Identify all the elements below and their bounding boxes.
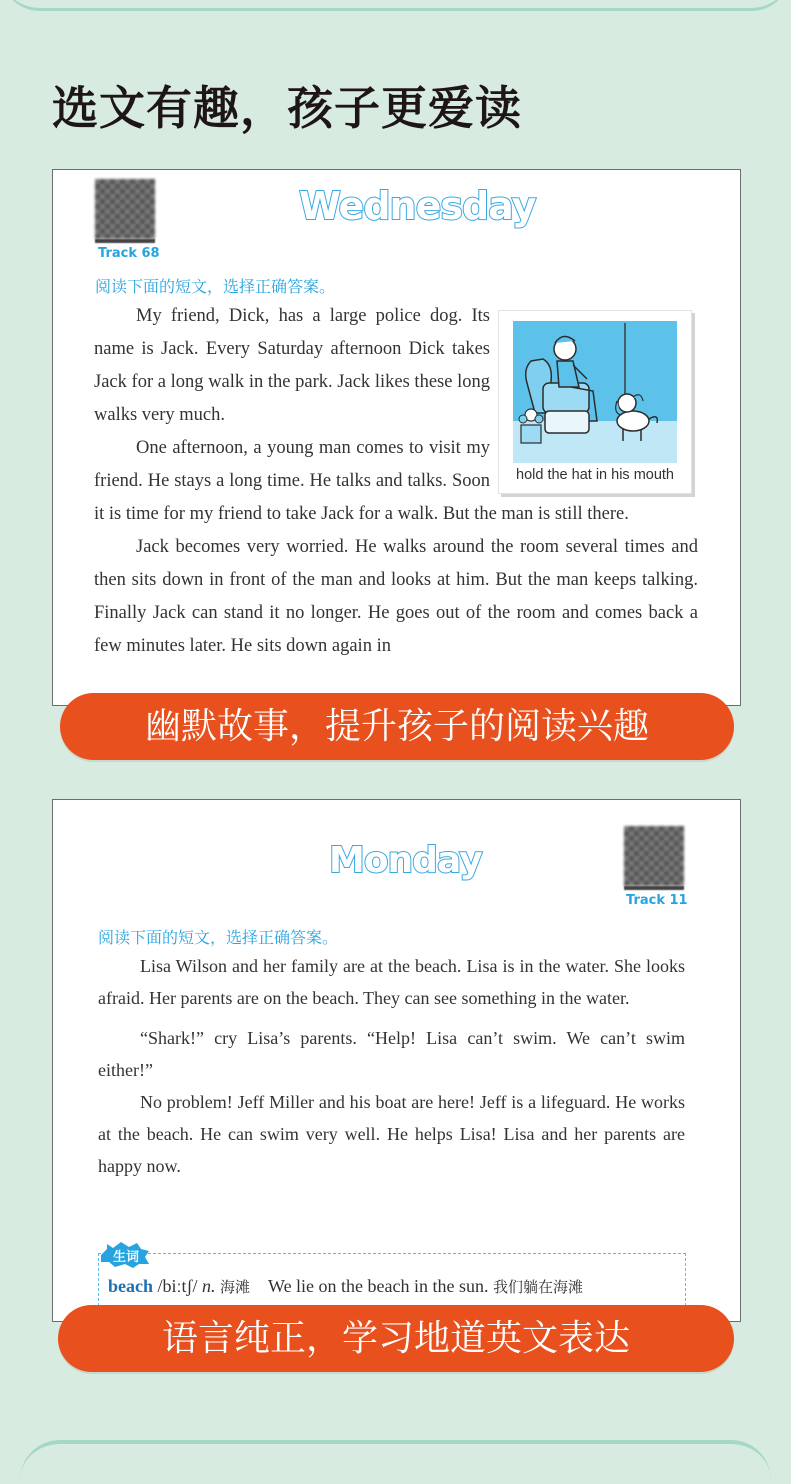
story-paragraph: One afternoon, a young man comes to visit my friend. He stays a long time. He talks and talks. Soon it is time for my friend to take Jack for a walk. But the man is still there. — [94, 438, 629, 524]
vocab-badge-label: 生词 — [113, 1250, 140, 1265]
page-headline: 选文有趣，孩子更爱读 — [52, 81, 522, 135]
feature-banner: 语言纯正，学习地道英文表达 — [58, 1305, 734, 1372]
qr-code-icon[interactable] — [624, 826, 684, 886]
vocab-word: beach — [108, 1276, 153, 1296]
vocab-example-translation: 我们躺在海滩 — [493, 1278, 584, 1296]
story-text — [98, 950, 685, 1182]
feature-banner: 幽默故事，提升孩子的阅读兴趣 — [60, 693, 734, 760]
vocab-pos: n. — [202, 1276, 216, 1296]
instruction-text: 阅读下面的短文，选择正确答案。 — [98, 928, 339, 947]
vocabulary-box — [98, 1250, 686, 1311]
day-title: Wednesday — [299, 184, 536, 228]
illustration-caption: hold the hat in his mouth — [516, 467, 674, 483]
qr-code-base — [95, 239, 155, 243]
boy-and-dog-illustration — [513, 321, 677, 463]
story-illustration — [498, 310, 692, 494]
sample-page-wednesday — [52, 169, 741, 706]
sample-page-monday — [52, 799, 741, 1322]
story-paragraph: Lisa Wilson and her family are at the beach. Lisa is in the water. She looks afraid. Her parents are on the beach. They can see something in the water. — [98, 956, 685, 1008]
top-decorative-strip — [0, 0, 791, 11]
story-paragraph: My friend, Dick, has a large police dog. Its name is Jack. Every Saturday afternoon Dick takes Jack for a long walk in the park. Jack likes these long walks very much. — [94, 306, 490, 425]
vocab-meaning: 海滩 — [220, 1278, 251, 1296]
story-paragraph: Jack becomes very worried. He walks around the room several times and then sits down in front of the man and looks at him. But the man keeps talking. Finally Jack can stand it no longer. He goes out of the room and comes back a few minutes later. He sits down again in — [94, 537, 698, 656]
qr-code-base — [624, 886, 684, 890]
track-label: Track 11 — [626, 893, 688, 908]
vocab-badge — [99, 1242, 151, 1268]
day-title: Monday — [329, 840, 482, 881]
vocab-phonetic: /biːtʃ/ — [157, 1276, 198, 1296]
story-paragraph: No problem! Jeff Miller and his boat are here! Jeff is a lifeguard. He works at the beach. He can swim very well. He helps Lisa! Lisa and her parents are happy now. — [98, 1092, 685, 1176]
bottom-decorative-strip — [20, 1440, 771, 1484]
qr-code-icon[interactable] — [95, 179, 155, 239]
instruction-text: 阅读下面的短文，选择正确答案。 — [95, 277, 336, 296]
vocab-example: We lie on the beach in the sun. — [268, 1276, 489, 1296]
story-paragraph: “Shark!” cry Lisa’s parents. “Help! Lisa can’t swim. We can’t swim either!” — [98, 1028, 685, 1080]
vocab-entry — [108, 1276, 583, 1297]
track-label: Track 68 — [98, 246, 160, 261]
